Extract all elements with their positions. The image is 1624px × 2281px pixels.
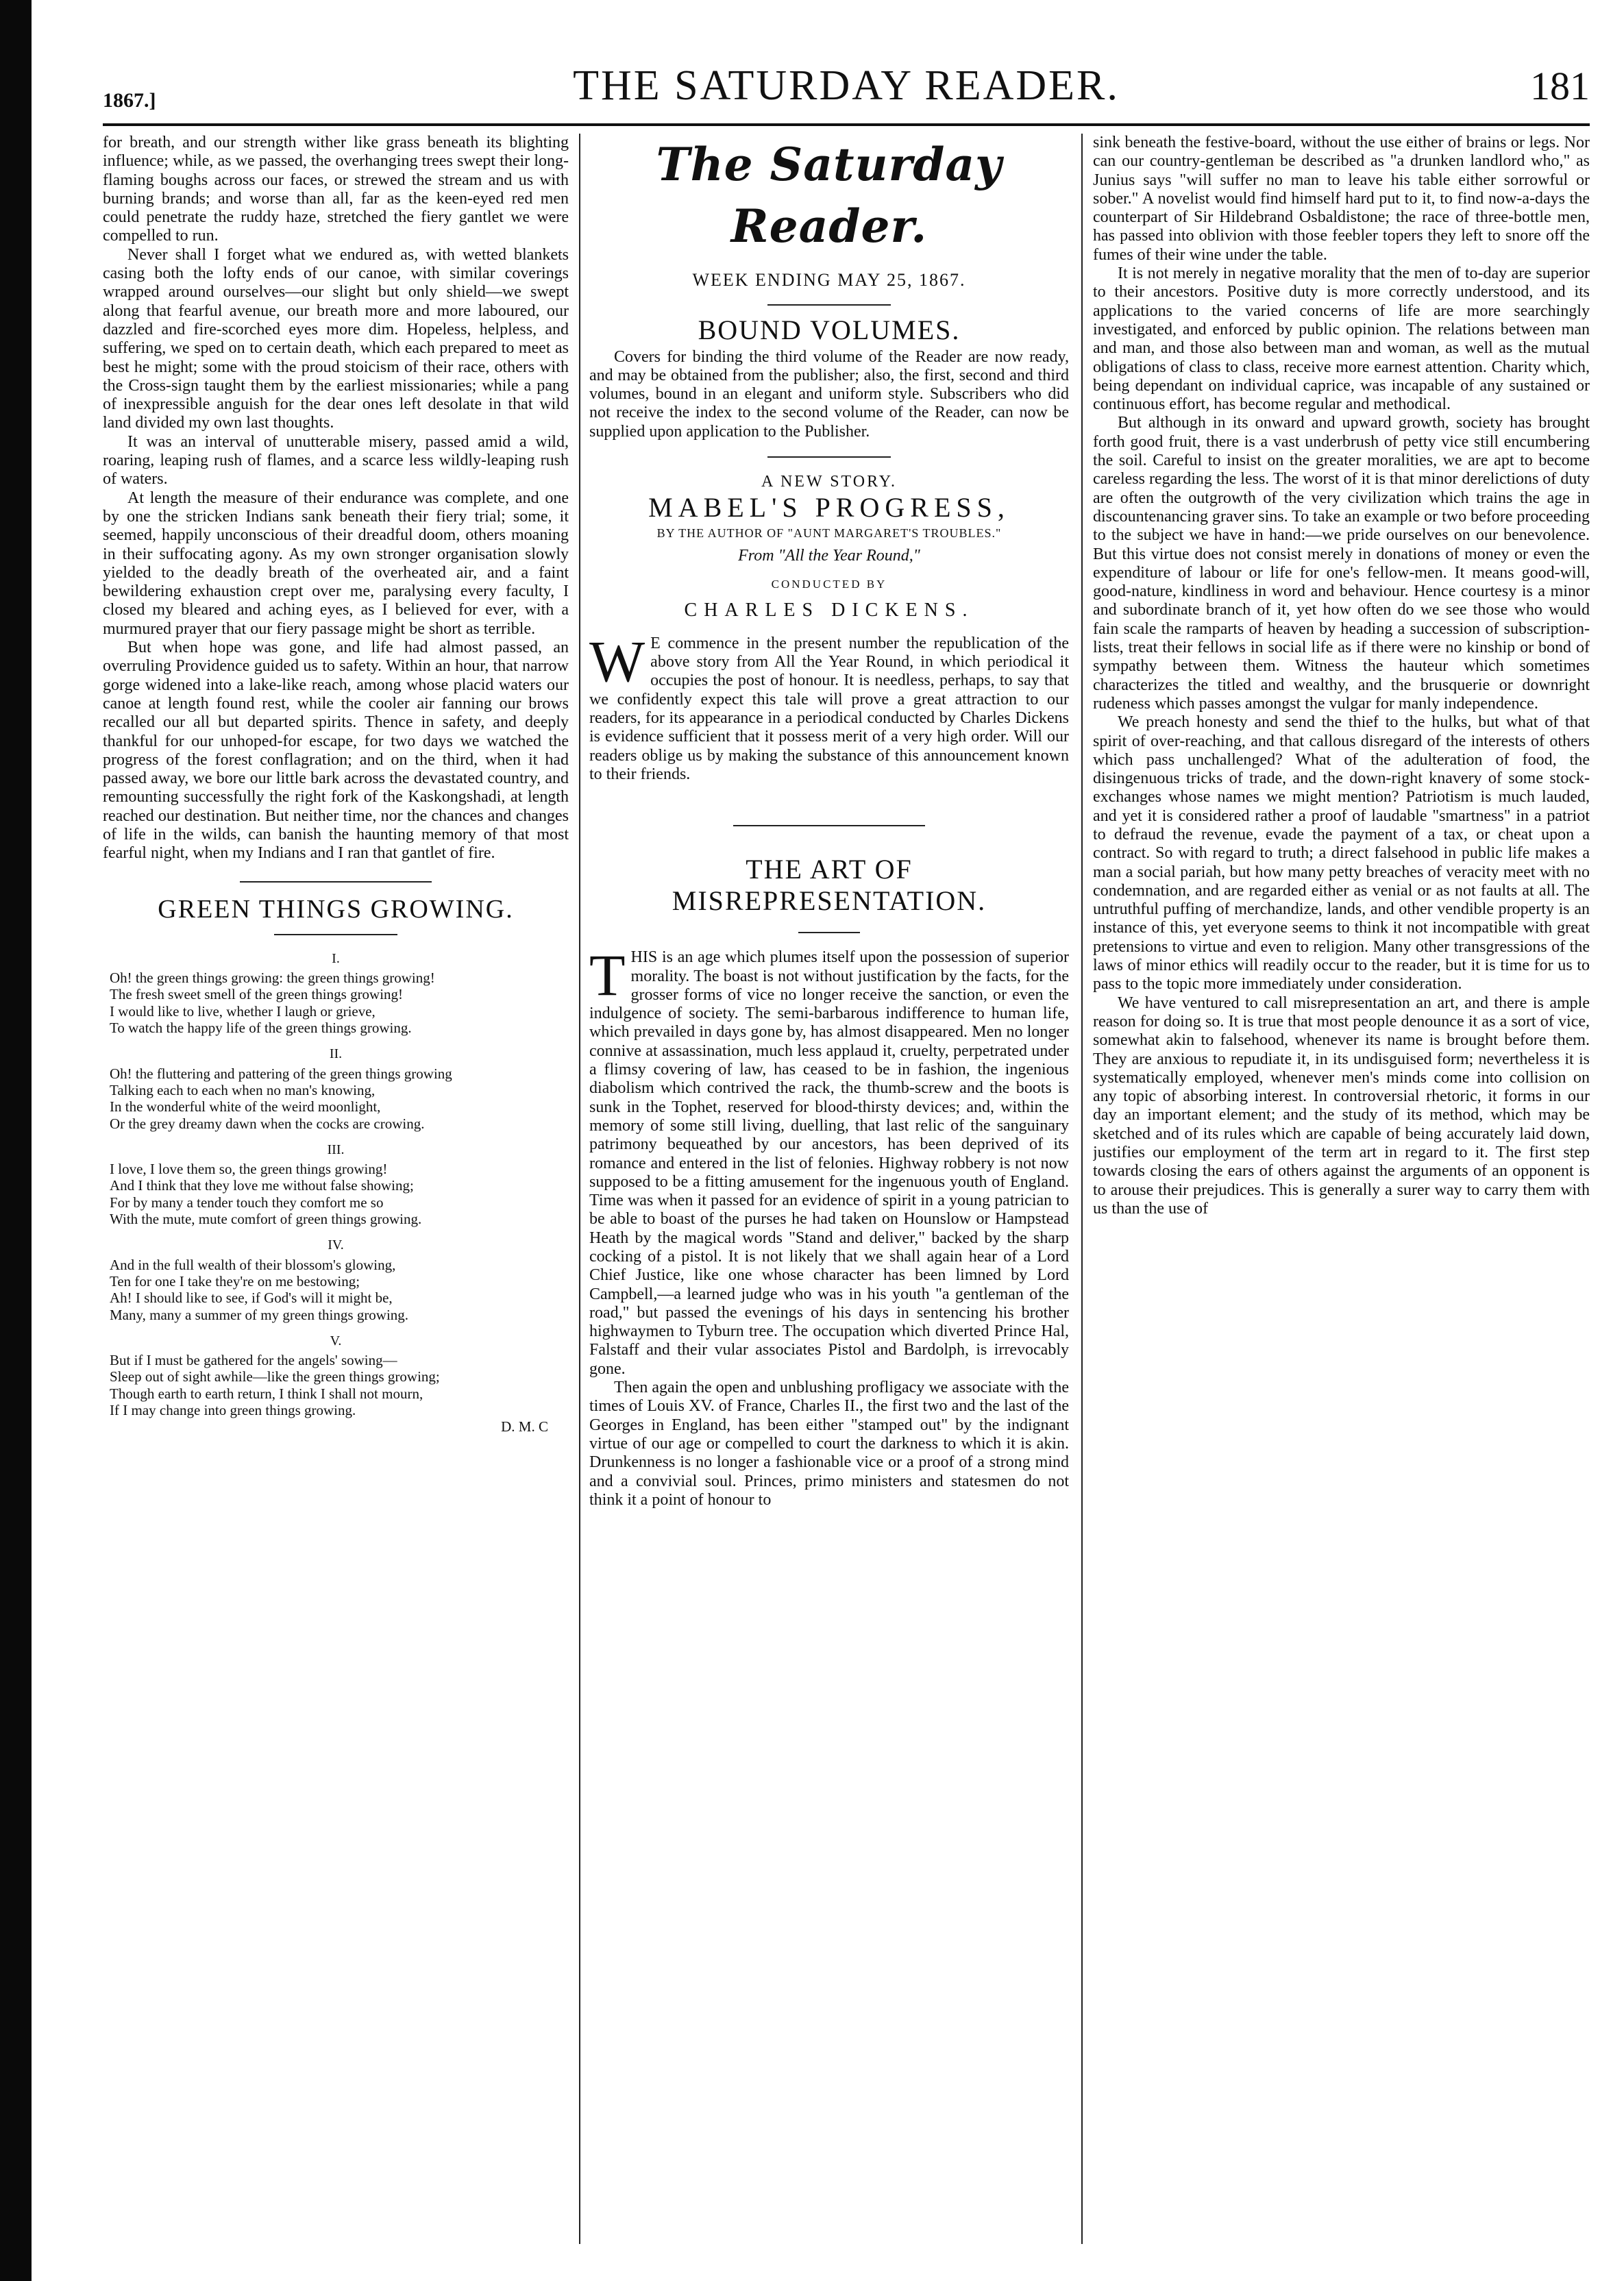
narrative-paragraph: At length the measure of their endurance was complete, and one by one the stricken Indians sank beneath their fiery trial; some, it seemed, happily unconscious of their dreadful doom, others moaning in their suffocating agony. As my own stronger organisation slowly yielded to the deadly breath of the overheated air, and a faint bewildering exhaustion crept over me, paralysing every faculty, I closed my bleared and aching eyes, as I believed for ever, with a murmured prayer that our fiery passage might be short as terrible. xyxy=(103,489,569,638)
poem-line: I love, I love them so, the green things growing! xyxy=(110,1161,388,1178)
poem-line: Though earth to earth return, I think I shall not mourn, xyxy=(110,1385,423,1402)
narrative-paragraph: But when hope was gone, and life had almost passed, an overruling Providence guided us to safety. Within an hour, that narrow gorge widened into a lake-like reach, among whose placid waters our canoe at length found rest, while the cooler air fanning our brows recalled our all but departed spirits. Thence in safety, and deeply thankful for our unhoped-for escape, for two days we watched the progress of the forest conflagration; and on the third, when it had passed away, we bore our little bark across the devastated country, and remounting successfully the right fork of the Kaskongshadi, at length reached our destination. But neither time, nor the chances and changes of life in the wilds, can banish the haunting memory of that most fearful night, when my Indians and I ran that gantlet of fire. xyxy=(103,639,569,863)
article-continuation-paragraph: We have ventured to call misrepresentation an art, and there is ample reason for doing so. It is true that most people denounce it as a sort of vice, somewhat akin to falsehood, whenever its name is brought before them. They are anxious to repudiate it, in its undisguised form; nevertheless it is systematically employed, whenever men's minds come into collision on any topic of absorbing interest. In controversial rhetoric, it forms in our day an important element; and the study of its method, which may be sketched and of its rules which are capable of being accurately laid down, justifies our employment of the term art in regard to it. The first step towards closing the ears of others against the arguments of an opponent is to arouse their prejudices. This is generally a surer way to carry them with us than the use of xyxy=(1093,994,1590,1218)
poem-line: But if I must be gathered for the angels' sowing— xyxy=(110,1352,397,1369)
poem-line: If I may change into green things growing. xyxy=(110,1402,356,1418)
article-continuation-paragraph: We preach honesty and send the thief to the hulks, but what of that spirit of over-reaching, and that callous disregard of the interests of others which pass unchallenged? What of the adulteration of food, the disingenuous tricks of trade, and the down-right knavery of some stock-exchanges whose names we might mention? Patriotism is much lauded, and yet it is considered rather a proof of laudable "smartness" in a patriot to defraud the revenue, evade the payment of a tax, or cheat upon a contract. So with regard to truth; a direct falsehood in public life makes a man a social pariah, but how many petty breaches of veracity meet with no condemnation, and are regarded either as venial or as not faults at all. The untruthful puffing of merchandize, lands, and other vendible property is an instance of this, yet everyone seems to think it not incompatible with great pretensions to virtue and even to religion. Many other transgressions of the laws of minor ethics will readily occur to the reader, but it is time for us to pass to the topic more immediately under consideration. xyxy=(1093,713,1590,994)
article-paragraph xyxy=(589,942,1069,1379)
poem-line: Oh! the green things growing: the green things growing! xyxy=(110,970,435,987)
story-byline: BY THE AUTHOR OF "AUNT MARGARET'S TROUBLES." xyxy=(656,526,1002,540)
poem-line: The fresh sweet smell of the green things growing! xyxy=(110,986,404,1003)
masthead: The Saturday Reader. xyxy=(656,138,1002,253)
column-3 xyxy=(1093,134,1590,2244)
poem-line: For by many a tender touch they comfort me so xyxy=(110,1194,384,1211)
poem-signature: D. M. C xyxy=(501,1418,548,1435)
poem-line: Ah! I should like to see, if God's will it might be, xyxy=(110,1290,393,1307)
poem-title: GREEN THINGS GROWING. xyxy=(158,894,514,924)
week-ending: WEEK ENDING MAY 25, 1867. xyxy=(692,270,966,290)
story-source: From "All the Year Round," xyxy=(738,546,920,565)
bound-volumes-title: BOUND VOLUMES. xyxy=(698,315,961,346)
poem-line: Or the grey dreamy dawn when the cocks are crowing. xyxy=(110,1115,425,1132)
stanza-number: IV. xyxy=(328,1237,344,1253)
poem-line: Talking each to each when no man's knowing, xyxy=(110,1081,376,1098)
drop-cap-w: W xyxy=(589,628,645,694)
section-rule xyxy=(274,934,397,935)
poem-line: To watch the happy life of the green things growing. xyxy=(110,1020,412,1037)
section-rule xyxy=(767,456,891,458)
header-rule xyxy=(103,123,1590,126)
new-story-label: A NEW STORY. xyxy=(761,473,898,491)
poem-line: And in the full wealth of their blossom's glowing, xyxy=(110,1256,396,1273)
poem-line: With the mute, mute comfort of green things growing. xyxy=(110,1211,422,1228)
page-number: 181 xyxy=(1530,64,1590,108)
section-rule xyxy=(733,825,925,826)
editor-name: CHARLES DICKENS. xyxy=(684,599,974,621)
column-2 xyxy=(589,134,1069,2244)
poem-line: I would like to live, whether I laugh or grieve, xyxy=(110,1002,376,1020)
binding-edge xyxy=(0,0,32,2281)
narrative-article xyxy=(103,134,569,863)
poem-line: Sleep out of sight awhile—like the green things growing; xyxy=(110,1368,440,1385)
article-continuation-paragraph: sink beneath the festive-board, without the use either of brains or legs. Nor can our country-gentleman be described as "a drunken landlord who," as Junius says "will suffer no man to leave his table either sorrowful or sober." A novelist would find himself hard put to it, to find now-a-days the counterpart of Sir Hildebrand Osbaldistone; the race of three-bottle men, has passed into oblivion with those feebler topers they left to snore off the fumes of their wine under the table. xyxy=(1093,134,1590,264)
section-rule xyxy=(767,304,891,306)
section-rule xyxy=(240,881,432,883)
narrative-paragraph: Never shall I forget what we endured as, with wetted blankets casing both the lofty ends of our canoe, with similar coverings wrapped around ourselves—our slight but only shield—we swept along that fearful avenue, our breath more and more laboured, our dazzled and fire-scorched eyes more dim. Hopeless, helpless, and suffering, we sped on to certain death, which each prepared to meet as best he might; some with the proud stoicism of their race, others with the Cross-sign taught them by the earliest missionaries; while a pang of inexpressible anguish for the dear ones left desolate in that wild land divided my own last thoughts. xyxy=(103,245,569,432)
article-title: THE ART OF MISREPRESENTATION. xyxy=(672,854,987,917)
poem-line: Many, many a summer of my green things growing. xyxy=(110,1306,409,1323)
narrative-paragraph: It was an interval of unutterable misery, passed amid a wild, roaring, leaping rush of flames, and a scarce less wildly-leaping rush of waters. xyxy=(103,432,569,489)
article-continuation-paragraph: It is not merely in negative morality that the men of to-day are superior to their ancestors. Positive duty is more correctly understood, and its applications to the varied concerns of life are more searchingly investigated, and enforced by public opinion. The relations between man and man, and those also between man and woman, as well as the mutual obligations of class to class, receive more earnest attention. Charity which, being dependant on individual caprice, was incapable of any sustained or continuous effort, has become regular and methodical. xyxy=(1093,264,1590,414)
story-title: MABEL'S PROGRESS, xyxy=(648,492,1010,523)
header-year: 1867.] xyxy=(103,89,156,112)
story-announcement-text: E commence in the present number the republication of the above story from All the Year Round, in which periodical it occupies the post of honour. It is needless, perhaps, to say that we confidently expect this tale will prove a great attraction to our readers, for its appearance in a periodical conducted by Charles Dickens is evidence sufficient that it possess merit of a very high order. Will our readers oblige us by making the substance of this announcement known to their friends. xyxy=(589,634,1069,783)
poem-line: And I think that they love me without false showing; xyxy=(110,1177,414,1194)
stanza-number: II. xyxy=(329,1046,343,1062)
stanza-number: V. xyxy=(330,1333,342,1348)
stanza-number: I. xyxy=(332,950,340,966)
section-rule xyxy=(798,932,860,933)
bound-volumes-text: Covers for binding the third volume of the Reader are now ready, and may be obtained from the publisher; also, the first, second and third volumes, bound in an elegant and uniform style. Subscribers who did not receive the index to the second volume of the Reader, can now be supplied upon application to the Publisher. xyxy=(589,347,1069,441)
poem xyxy=(103,950,569,1418)
narrative-paragraph: for breath, and our strength wither like grass beneath its blighting influence; while, as we passed, the overhanging trees swept their long-flaming boughs across our faces, or strewed the stream and us with burning brands; and worse than all, far as the keen-eyed red men could penetrate the ruddy haze, stretched the fiery gantlet we were compelled to run. xyxy=(103,134,569,245)
article-paragraph-text: HIS is an age which plumes itself upon the possession of superior morality. The boast is not without justification by the facts, for the grosser forms of vice no longer receive the sanction, or even the indulgence of society. The semi-barbarous indifference to human life, which prevailed in days gone by, has almost disappeared. Men no longer connive at assassination, much less applaud it, cruelty, perpetrated under a flimsy covering of law, has ceased to be in fashion, the ingenious diabolism which contrived the rack, the thumb-screw and the boots is sunk in the Tophet, reserved for blood-thirsty devices; and, within the memory of some still living, duelling, that last relic of the sanguinary patrimony bequeathed by our ancestors, has been deprived of its romance and entered in the list of felonies. Highway robbery is not now supposed to be a fitting amusement for the ingenuous youth of England. Time was when it passed for an evidence of spirit in a young patrician to be able to boast of the purses he had taken on Hounslow or Hampstead Heath by the magical words "Stand and deliver," backed by the sharp cocking of a pistol. It is not likely that we shall again hear of a Lord Chief Justice, like one whose character has been limned by Lord Campbell,—a learned judge who was in his youth "a gentleman of the road," but passed the evenings of his days in sentencing his brother highwaymen to Tyburn tree. The occupation which diverted Prince Hal, Falstaff and their vular associates Pistol and Bardolph, is irrevocably gone. xyxy=(589,948,1069,1378)
column-divider-1 xyxy=(579,134,580,2244)
poem-line: Oh! the fluttering and pattering of the green things growing xyxy=(110,1065,452,1082)
article-paragraph: Then again the open and unblushing profligacy we associate with the times of Louis XV. of France, Charles II., the first two and the last of the Georges in England, has been either "stamped out" by the indignant virtue of our age or compelled to court the darkness to which it is akin. Drunkenness is no longer a fashionable vice or a proof of a strong mind and a convivial soul. Princes, primo ministers and statesmen do not think it a point of honour to xyxy=(589,1379,1069,1509)
story-announcement xyxy=(589,628,1069,784)
stanza-number: III. xyxy=(327,1142,345,1157)
header-title: THE SATURDAY READER. xyxy=(573,62,1120,109)
column-divider-2 xyxy=(1081,134,1083,2244)
drop-cap-t: T xyxy=(589,942,626,1009)
article-continuation-paragraph: But although in its onward and upward growth, society has brought forth good fruit, there is a vast underbrush of petty vice still encumbering the soil. Careful to insist on the greater moralities, we are apt to become careless regarding the less. The worst of it is that minor derelictions of duty are often the outgrowth of the very civilization which trains the age in discountenancing graver sins. To take an example or two before proceeding to the subject we have in hand:—we pride ourselves on our benevolence. But this virtue does not consist merely in donations of money or even the expenditure of labour or life for one's fellow-men. It means good-will, good-nature, kindliness in word and behaviour. Hence courtesy is a minor and subordinate branch of it, yet how often do we see those who would fain scale the ramparts of heaven by heading a succession of subscription-lists, treat their fellows in social life as if there were no kinship or bond of sympathy between them. Witness the hauteur which sometimes characterizes the titled and wealthy, and the brusquerie or downright rudeness which passes amongst the vulgar for manly independence. xyxy=(1093,414,1590,713)
conducted-by-label: CONDUCTED BY xyxy=(771,578,887,591)
poem-line: Ten for one I take they're on me bestowing; xyxy=(110,1272,360,1290)
poem-line: In the wonderful white of the weird moonlight, xyxy=(110,1098,381,1115)
column-1 xyxy=(103,134,569,2244)
page-header xyxy=(103,62,1590,123)
